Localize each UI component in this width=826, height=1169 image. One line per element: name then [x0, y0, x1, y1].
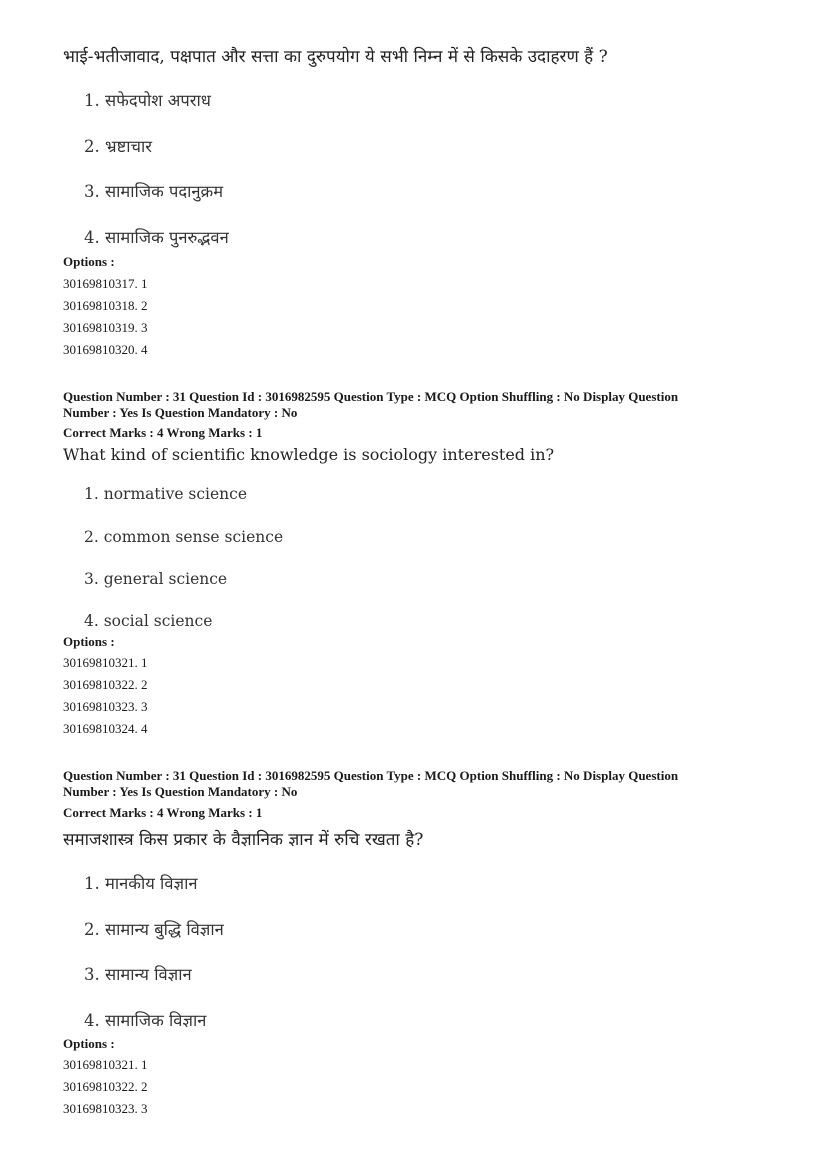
choice-2: 2. भ्रष्टाचार — [84, 137, 152, 156]
option-id: 30169810320. 4 — [63, 342, 148, 357]
question-meta-line-1: Question Number : 31 Question Id : 3016982595 Question Type : MCQ Option Shuffling : No Display Question — [63, 389, 679, 404]
question-text: What kind of scientific knowledge is sociology interested in? — [63, 445, 555, 464]
question-meta-line-1: Question Number : 31 Question Id : 3016982595 Question Type : MCQ Option Shuffling : No Display Question — [63, 768, 679, 783]
choice-3: 3. सामान्य विज्ञान — [84, 965, 192, 984]
question-marks: Correct Marks : 4 Wrong Marks : 1 — [63, 805, 263, 820]
question-text: भाई-भतीजावाद, पक्षपात और सत्ता का दुरुपयोग ये सभी निम्न में से किसके उदाहरण हैं ? — [63, 47, 608, 67]
choice-1: 1. मानकीय विज्ञान — [84, 874, 198, 893]
question-meta — [63, 389, 763, 421]
question-meta — [63, 768, 763, 800]
option-id: 30169810324. 4 — [63, 721, 148, 736]
question-marks: Correct Marks : 4 Wrong Marks : 1 — [63, 425, 263, 440]
option-id: 30169810321. 1 — [63, 655, 148, 670]
option-id: 30169810322. 2 — [63, 677, 148, 692]
options-label: Options : — [63, 634, 115, 649]
option-id: 30169810322. 2 — [63, 1079, 148, 1094]
option-id: 30169810317. 1 — [63, 276, 148, 291]
question-meta-line-2: Number : Yes Is Question Mandatory : No — [63, 405, 298, 420]
option-id: 30169810318. 2 — [63, 298, 148, 313]
choice-4: 4. सामाजिक पुनरुद्भवन — [84, 228, 229, 247]
options-label: Options : — [63, 1036, 115, 1051]
choice-3: 3. सामाजिक पदानुक्रम — [84, 182, 224, 201]
choice-4: 4. social science — [84, 612, 213, 630]
option-id: 30169810321. 1 — [63, 1057, 148, 1072]
choice-3: 3. general science — [84, 570, 228, 588]
choice-2: 2. सामान्य बुद्धि विज्ञान — [84, 920, 224, 939]
choice-1: 1. सफेदपोश अपराध — [84, 91, 211, 110]
options-label: Options : — [63, 254, 115, 269]
choice-2: 2. common sense science — [84, 528, 284, 546]
option-id: 30169810319. 3 — [63, 320, 148, 335]
question-text: समाजशास्त्र किस प्रकार के वैज्ञानिक ज्ञान में रुचि रखता है? — [63, 830, 424, 850]
option-id: 30169810323. 3 — [63, 699, 148, 714]
question-meta-line-2: Number : Yes Is Question Mandatory : No — [63, 784, 298, 799]
choice-4: 4. सामाजिक विज्ञान — [84, 1011, 207, 1030]
option-id: 30169810323. 3 — [63, 1101, 148, 1116]
choice-1: 1. normative science — [84, 485, 248, 503]
